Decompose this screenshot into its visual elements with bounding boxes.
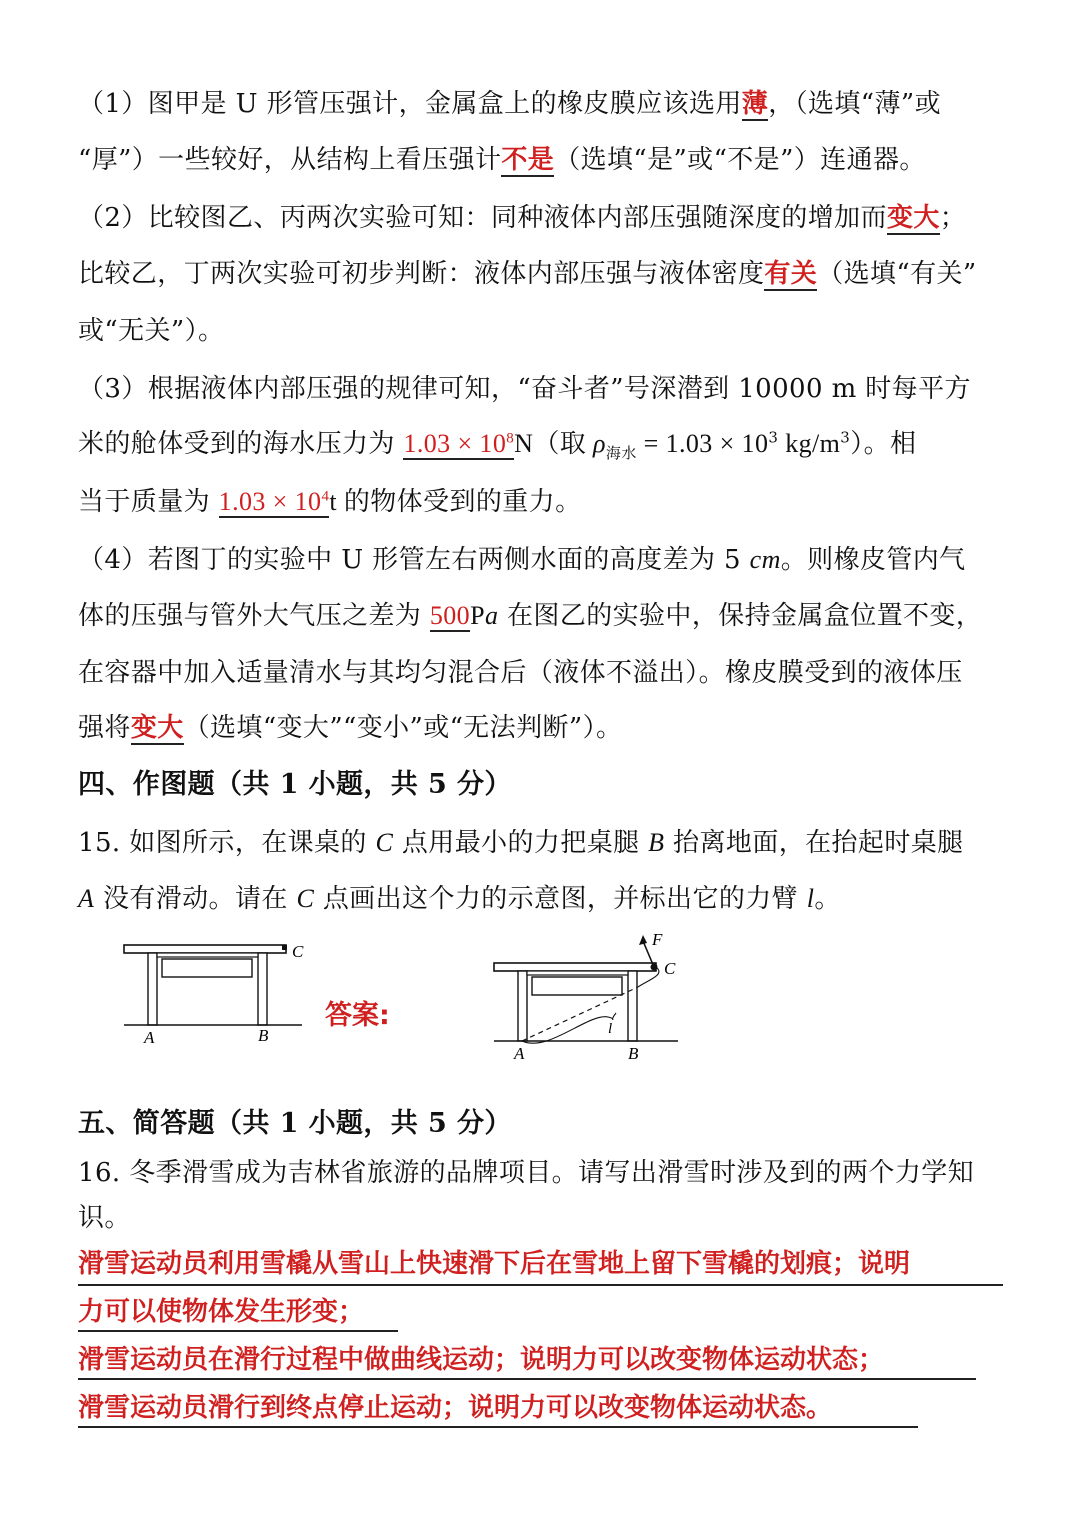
section-5-title: 五、简答题（共 1 小题，共 5 分）: [78, 1108, 512, 1139]
desk-frame: [157, 953, 258, 957]
desk-figure: [118, 935, 318, 1055]
desk-drawer: [532, 977, 622, 995]
q14-part2-line1: （2）比较图乙、丙两次实验可知：同种液体内部压强随深度的增加而变大；: [78, 203, 967, 233]
q14-part3-line2: 米的舱体受到的海水压力为 $1.03 \times 10^8N$（取 $\rho_{海水} = 1.03 \times 10^3$ $kg/m^3$）。相: [78, 428, 917, 463]
label-l: l: [608, 1021, 613, 1037]
answer-underline: [78, 1284, 1003, 1286]
desk-top: [124, 945, 286, 953]
q14-part4-line1: （4）若图丁的实验中 U 形管左右两侧水面的高度差为 5 cm。则橡皮管内气: [78, 545, 966, 575]
q14-part3-line3: 当于质量为 $1.03 \times 10^4t$ 的物体受到的重力。: [78, 487, 582, 517]
answer-underline: [78, 1426, 918, 1428]
q16-line1: 16. 冬季滑雪成为吉林省旅游的品牌项目。请写出滑雪时涉及到的两个力学知: [78, 1158, 975, 1188]
q16-answer-line2: 力可以使物体发生形变；: [78, 1297, 365, 1327]
q16-answer-line4: 滑雪运动员滑行到终点停止运动；说明力可以改变物体运动状态。: [78, 1393, 833, 1423]
q14-part2-line3: 或“无关”）。: [78, 316, 225, 346]
q15-line1: 15. 如图所示，在课桌的 C 点用最小的力把桌腿 B 抬离地面，在抬起时桌腿: [78, 828, 964, 858]
answer-force: $1.03 \times 10^8$: [403, 429, 515, 458]
desk-drawer: [162, 959, 252, 977]
q14-part4-line3: 在容器中加入适量清水与其均匀混合后（液体不溢出）。橡皮膜受到的液体压: [78, 658, 963, 688]
desk-leg-a: [148, 953, 157, 1025]
answer-increase: 变大: [886, 203, 940, 233]
q14-part4-line2: 体的压强与管外大气压之差为 500Pa 在图乙的实验中，保持金属盒位置不变，: [78, 601, 983, 631]
label-a: A: [514, 1044, 525, 1063]
label-b: B: [628, 1044, 639, 1063]
desk-top: [494, 963, 656, 971]
desk-leg-b: [628, 971, 637, 1041]
q14-part4-line4: 强将变大（选填“变大”“变小”或“无法判断”）。: [78, 713, 623, 743]
answer-underline: [78, 1330, 398, 1332]
moment-arm-brace: [522, 1013, 616, 1043]
label-b: B: [258, 1026, 269, 1045]
answer-pressure: 500: [429, 601, 471, 630]
desk-leg-a: [518, 971, 527, 1041]
label-c: C: [664, 959, 676, 978]
desk-leg-b: [258, 953, 267, 1025]
q14-part1-line2: “厚”）一些较好，从结构上看压强计不是（选填“是”或“不是”）连通器。: [78, 145, 926, 175]
desk-frame: [527, 971, 628, 975]
q16-answer-line3: 滑雪运动员在滑行过程中做曲线运动；说明力可以改变物体运动状态；: [78, 1345, 885, 1375]
force-arrowhead: [639, 935, 647, 945]
desk-answer-figure: [488, 925, 698, 1070]
q14-part2-line2: 比较乙，丁两次实验可初步判断：液体内部压强与液体密度有关（选填“有关”: [78, 259, 977, 289]
answer-becomes-larger: 变大: [130, 713, 184, 743]
answer-mass: $1.03 \times 10^4$: [218, 487, 330, 516]
section-4-title: 四、作图题（共 1 小题，共 5 分）: [78, 769, 512, 800]
answer-not: 不是: [501, 145, 555, 175]
q14-part1-line1: （1）图甲是 U 形管压强计，金属盒上的橡皮膜应该选用薄，（选填“薄”或: [78, 89, 941, 119]
q16-line2: 识。: [78, 1203, 131, 1233]
answer-label: 答案:: [325, 1000, 390, 1031]
answer-thin: 薄: [741, 89, 769, 119]
label-a: A: [144, 1028, 155, 1047]
answer-underline: [78, 1378, 976, 1380]
label-c: C: [292, 942, 304, 961]
point-c-marker: [282, 945, 287, 950]
answer-related: 有关: [764, 259, 818, 289]
label-f: F: [652, 930, 663, 949]
q16-answer-line1: 滑雪运动员利用雪橇从雪山上快速滑下后在雪地上留下雪橇的划痕；说明: [78, 1249, 911, 1279]
q14-part3-line1: （3）根据液体内部压强的规律可知，“奋斗者”号深潜到 10000 m 时每平方: [78, 374, 971, 404]
q15-line2: A 没有滑动。请在 C 点画出这个力的示意图，并标出它的力臂 l。: [78, 884, 841, 914]
